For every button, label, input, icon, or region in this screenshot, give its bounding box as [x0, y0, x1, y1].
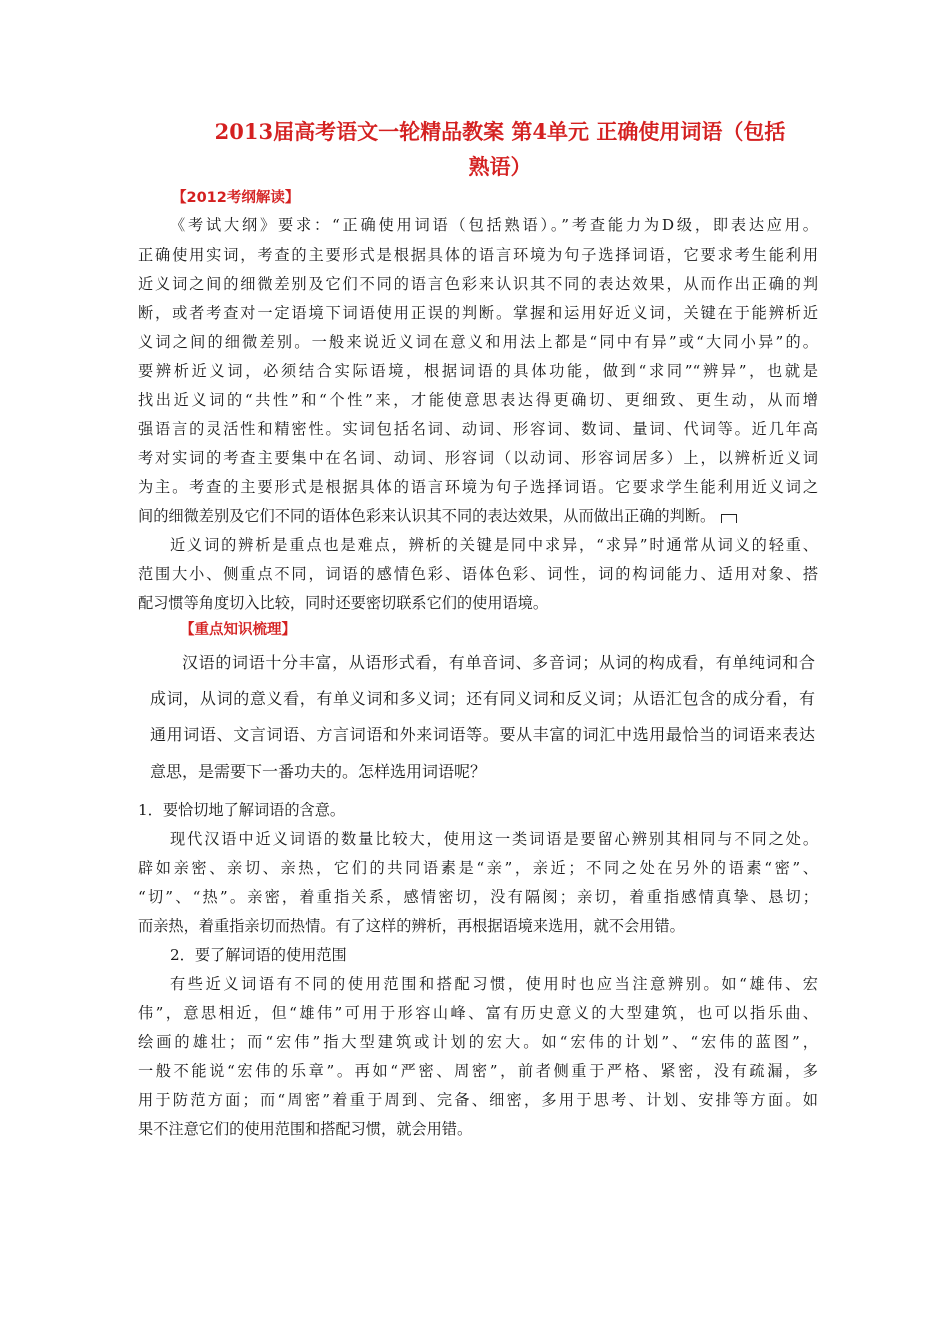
point-heading-usage-scope: 2．要了解词语的使用范围 — [170, 946, 347, 964]
paragraph-line: 近义词的辨析是重点也是难点，辨析的关键是同中求异，“求异”时通常从词义的轻重、 — [170, 536, 818, 554]
paragraph-line: 近义词之间的细微差别及它们不同的语言色彩来认识其不同的表达效果，从而作出正确的判 — [138, 275, 818, 293]
paragraph-line: 意思，是需要下一番功夫的。怎样选用词语呢？ — [150, 762, 487, 781]
paragraph-line: 要辨析近义词，必须结合实际语境，根据词语的具体功能，做到“求同”“辨异”，也就是 — [138, 362, 818, 380]
paragraph-line: 考对实词的考查主要集中在名词、动词、形容词（以动词、形容词居多）上，以辨析近义词 — [138, 449, 818, 467]
paragraph-line: 一般不能说“宏伟的乐章”。再如“严密、周密”，前者侧重于严格、紧密，没有疏漏，多 — [138, 1062, 818, 1080]
paragraph-line: 伟”，意思相近，但“雄伟”可用于形容山峰、富有历史意义的大型建筑，也可以指乐曲、 — [138, 1004, 818, 1022]
paragraph-line: 辟如亲密、亲切、亲热，它们的共同语素是“亲”，亲近；不同之处在另外的语素“密”、 — [138, 859, 818, 877]
paragraph-line: 《考试大纲》要求：“正确使用词语（包括熟语）。”考查能力为D级，即表达应用。 — [170, 216, 818, 234]
paragraph-line: 配习惯等角度切入比较，同时还要密切联系它们的使用语境。 — [138, 594, 549, 612]
paragraph-line: 为主。考查的主要形式是根据具体的语言环境为句子选择词语。它要求学生能利用近义词之 — [138, 478, 818, 496]
paragraph-line: 找出近义词的“共性”和“个性”来，才能使意思表达得更确切、更细致、更生动，从而增 — [138, 391, 818, 409]
point-heading-meaning: 1．要恰切地了解词语的含意。 — [138, 801, 346, 819]
paragraph-line: 断，或者考查对一定语境下词语使用正误的判断。掌握和运用好近义词，关键在于能辨析近 — [138, 304, 818, 322]
section-heading-key-knowledge: 【重点知识梳理】 — [180, 622, 296, 638]
document-title-line-1: 2013届高考语文一轮精品教案 第4单元 正确使用词语（包括 — [214, 119, 786, 144]
paragraph-line: 通用词语、文言词语、方言词语和外来词语等。要从丰富的词汇中选用最恰当的词语来表达 — [150, 725, 815, 744]
paragraph-line: 果不注意它们的使用范围和搭配习惯，就会用错。 — [138, 1120, 473, 1138]
paragraph-line: 而亲热，着重指亲切而热情。有了这样的辨析，再根据语境来选用，就不会用错。 — [138, 917, 685, 935]
paragraph-line: 正确使用实词，考查的主要形式是根据具体的语言环境为句子选择词语，它要求考生能利用 — [138, 246, 818, 264]
paragraph-line: 绘画的雄壮；而“宏伟”指大型建筑或计划的宏大。如“宏伟的计划”、“宏伟的蓝图”， — [138, 1033, 818, 1051]
paragraph-line: 成词，从词的意义看，有单义词和多义词；还有同义词和反义词；从语汇包含的成分看，有 — [150, 689, 815, 708]
section-heading-exam-outline: 【2012考纲解读】 — [172, 190, 300, 206]
document-title-line-2: 熟语） — [468, 154, 532, 179]
paragraph-line: 强语言的灵活性和精密性。实词包括名词、动词、形容词、数词、量词、代词等。近几年高 — [138, 420, 818, 438]
editing-mark-icon — [721, 514, 737, 523]
paragraph-line: 汉语的词语十分丰富，从语形式看，有单音词、多音词；从词的构成看，有单纯词和合 — [182, 653, 815, 672]
paragraph-line: 范围大小、侧重点不同，词语的感情色彩、语体色彩、词性，词的构词能力、适用对象、搭 — [138, 565, 818, 583]
paragraph-line-last — [138, 503, 818, 529]
paragraph-line: 用于防范方面；而“周密”着重于周到、完备、细密，多用于思考、计划、安排等方面。如 — [138, 1091, 818, 1109]
paragraph-line-text: 间的细微差别及它们不同的语体色彩来认识其不同的表达效果，从而做出正确的判断。 — [138, 507, 716, 525]
paragraph-line: 现代汉语中近义词语的数量比较大，使用这一类词语是要留心辨别其相同与不同之处。 — [170, 830, 818, 848]
paragraph-line: 有些近义词语有不同的使用范围和搭配习惯，使用时也应当注意辨别。如“雄伟、宏 — [170, 975, 818, 993]
paragraph-line: “切”、“热”。亲密，着重指关系，感情密切，没有隔阂；亲切，着重指感情真挚、恳切； — [138, 888, 818, 906]
paragraph-line: 义词之间的细微差别。一般来说近义词在意义和用法上都是“同中有异”或“大同小异”的。 — [138, 333, 818, 351]
